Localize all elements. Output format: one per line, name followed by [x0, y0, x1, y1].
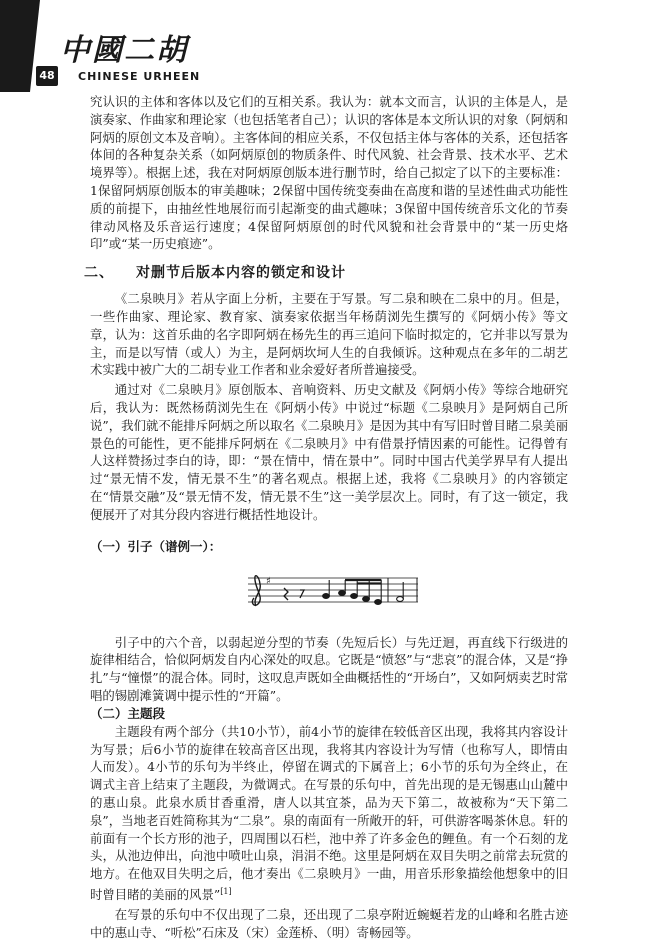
music-notation-figure: [248, 568, 418, 616]
footnote-reference: [1]: [220, 886, 232, 896]
paragraph: 引子中的六个音，以弱起逆分型的节奏（先短后长）与先迂迴，再直线下行级进的旋律相结合，恰似阿炳发自内心深处的叹息。它既是“愤怒”与“悲哀”的混合体，又是“挣扎”与“憧憬”的混合体。同时，这叹息声既如全曲概括性的“开场白”，又如阿炳卖艺时常唱的锡剧滩簧调中提示性的“开篇”。: [90, 634, 568, 703]
paragraph: [90, 723, 568, 904]
svg-text:♯: ♯: [266, 575, 271, 587]
section-heading: [84, 262, 568, 282]
paragraph: 《二泉映月》若从字面上分析，主要在于写景。写二泉和映在二泉中的月。但是，一些作曲家、理论家、教育家、演奏家依据当年杨荫浏先生撰写的《阿炳小传》等文章，认为：这首乐曲的名字即阿炳在杨先生的再三追问下临时拟定的，它并非以写景为主，而是以写情（或人）为主，是阿炳坎坷人生的自我倾诉。这种观点在多年的二胡艺术实践中被广大的二胡专业工作者和业余爱好者所普遍接受。: [90, 291, 568, 378]
page-number: 48: [36, 66, 58, 86]
header-decorative-bar: [0, 0, 30, 92]
magazine-title-chinese: 中國二胡: [60, 33, 188, 68]
section-title: 对删节后版本内容的锁定和设计: [136, 265, 346, 282]
treble-clef-icon: [252, 575, 260, 605]
paragraph: 在写景的乐句中不仅出现了二泉，还出现了二泉亭附近蜿蜒若龙的山峰和名胜古迹中的惠山寺、“听松”石床及（宋）金莲桥、（明）寄畅园等。: [90, 906, 568, 940]
paragraph-text: 主题段有两个部分（共10小节），前4小节的旋律在较低音区出现，我将其内容设计为写景；后6小节的旋律在较高音区出现，我将其内容设计为写情（也称写人，即情由人而发）。4小节的乐句为半终止，停留在调式的下属音上；6小节的乐句为全终止，在调式主音上结束了主题段，为微调式。在写景的乐句中，首先出现的是无锡惠山山麓中的惠山泉。此泉水质甘香重滑，唐人以其宜茶，品为天下第二，故被称为“天下第二泉”，当地老百姓简称其为“二泉”。泉的南面有一所敞开的轩，可供游客喝茶休息。轩的前面有一个长方形的池子，四周围以石栏，池中养了许多金色的鲤鱼。有一个石刻的龙头，从池边伸出，向池中喷吐山泉，涓涓不绝。这里是阿炳在双目失明之前常去玩赏的地方。在他双目失明之后，他才奏出《二泉映月》一曲，用音乐形象描绘他想象中的旧时曾目睹的美丽的风景”: [90, 723, 568, 903]
magazine-title-english: CHINESE URHEEN: [78, 70, 201, 83]
page-header: [0, 0, 655, 92]
rest-icon: [300, 590, 304, 598]
subsection-heading-intro: （一）引子（谱例一）：: [90, 538, 222, 554]
section-number: 二、: [84, 265, 114, 282]
article-body: [84, 93, 568, 941]
subsection-heading-theme: （二）主题段: [90, 705, 166, 721]
paragraph: 通过对《二泉映月》原创版本、音响资料、历史文献及《阿炳小传》等综合地研究后，我认为：既然杨荫浏先生在《阿炳小传》中说过“标题《二泉映月》是阿炳自己所说”，我们就不能排斥阿炳之所以取名《二泉映月》是因为其中有写旧时曾目睹二泉美丽景色的可能性，更不能排斥阿炳在《二泉映月》中有借景抒情因素的可能性。记得曾有人这样赞扬过李白的诗，即：“景在情中，情在景中”。同时中国古代美学界早有人提出过“景无情不发，情无景不生”的著名观点。根据上述，我将《二泉映月》的内容锁定在“情景交融”及“景无情不发，情无景不生”这一美学层次上。同时，有了这一锁定，我便展开了对其分段内容进行概括性地设计。: [90, 382, 568, 522]
score-example-one: [90, 556, 568, 634]
paragraph-continued: 究认识的主体和客体以及它们的互相关系。我认为：就本文而言，认识的主体是人，是演奏家、作曲家和理论家（也包括笔者自己）；认识的客体是本文所认识的对象（阿炳和阿炳的原创文本及音响）。主客体间的相应关系，不仅包括主体与客体的关系，还包括客体间的各种复杂关系（如阿炳原创的物质条件、时代风貌、社会背景、技术水平、艺术境界等）。根据上述，我在对阿炳原创版本进行删节时，给自己拟定了以下的主要标准：1保留阿炳原创版本的审美趣味；2保留中国传统变奏曲在高度和谐的呈述性曲式功能性质的前提下，由抽丝性地展衍而引起渐变的曲式趣味；3保留中国传统音乐文化的节奏律动风格及乐音运行速度；4保留阿炳原创的时代风貌和社会背景中的“某一历史烙印”或“某一历史痕迹”。: [90, 94, 568, 252]
